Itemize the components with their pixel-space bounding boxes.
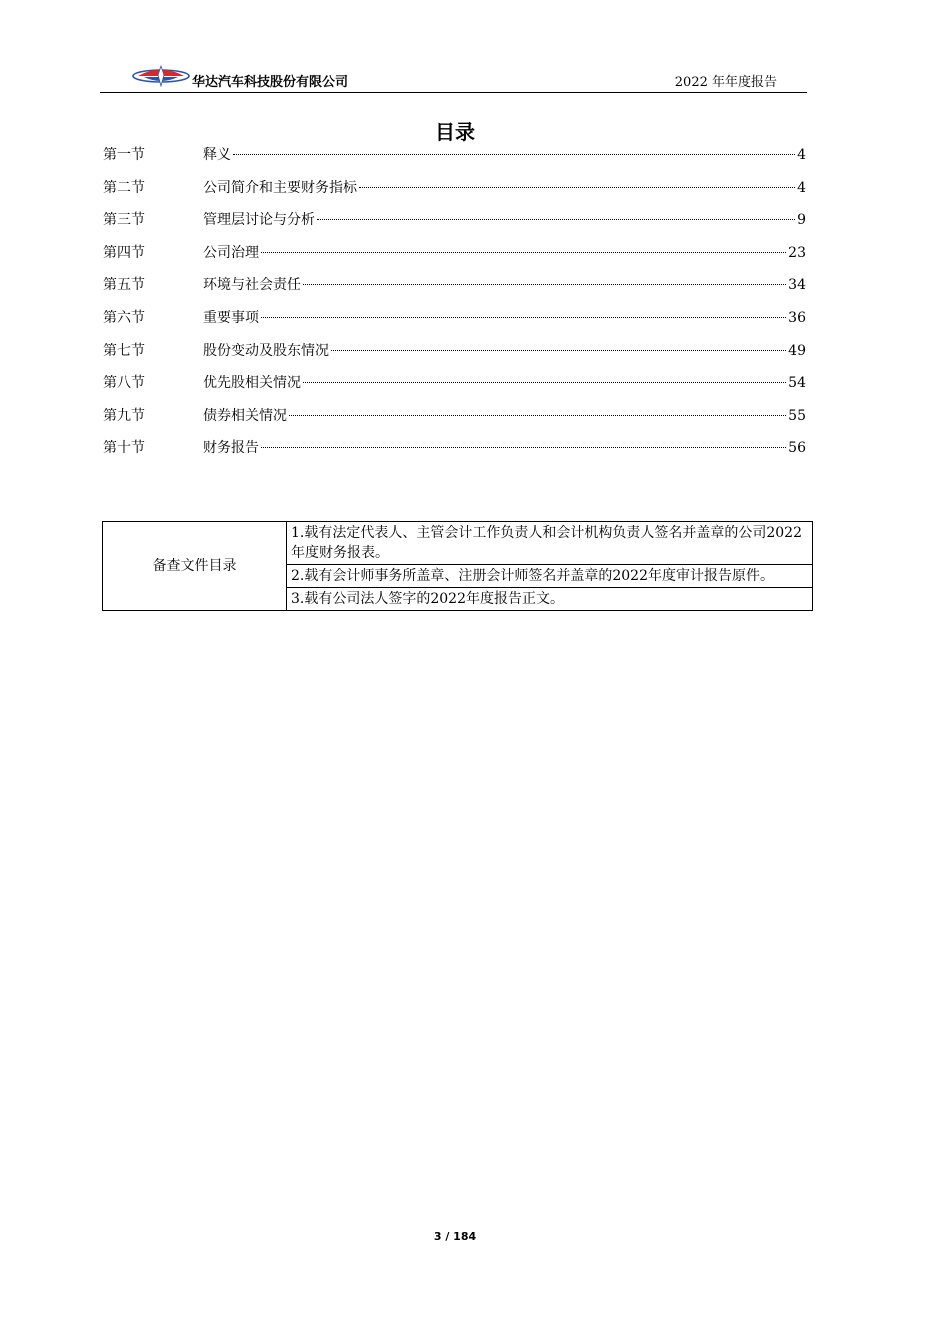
reference-document-item: 1.载有法定代表人、主管会计工作负责人和会计机构负责人签名并盖章的公司2022年度财务报表。 bbox=[287, 522, 813, 565]
toc-dot-leader bbox=[317, 219, 795, 220]
toc-section-name: 公司简介和主要财务指标 bbox=[203, 179, 357, 196]
toc-section-number: 第八节 bbox=[103, 375, 145, 392]
toc-dot-leader bbox=[331, 350, 786, 351]
toc-entry[interactable] bbox=[103, 209, 806, 242]
toc-entry[interactable] bbox=[103, 405, 806, 438]
toc-section-number: 第三节 bbox=[103, 212, 145, 229]
toc-page-number: 55 bbox=[788, 407, 806, 424]
page-header bbox=[100, 62, 807, 93]
toc-entry[interactable] bbox=[103, 177, 806, 210]
toc-entry[interactable] bbox=[103, 372, 806, 405]
toc-section-number: 第六节 bbox=[103, 309, 145, 326]
toc-page-number: 36 bbox=[788, 309, 806, 326]
toc-page-number: 56 bbox=[788, 440, 806, 457]
toc-entry[interactable] bbox=[103, 242, 806, 275]
toc-section-name: 管理层讨论与分析 bbox=[203, 212, 315, 229]
toc-page-number: 49 bbox=[788, 342, 806, 359]
toc-dot-leader bbox=[261, 317, 786, 318]
toc-dot-leader bbox=[303, 382, 786, 383]
toc-section-name: 股份变动及股东情况 bbox=[203, 342, 329, 359]
toc-entry[interactable] bbox=[103, 307, 806, 340]
page-number: 3 / 184 bbox=[433, 1230, 477, 1243]
company-logo-icon bbox=[132, 65, 190, 87]
toc-dot-leader bbox=[261, 252, 786, 253]
reference-documents-table bbox=[102, 521, 813, 611]
toc-section-number: 第五节 bbox=[103, 277, 145, 294]
reference-document-item: 3.载有公司法人签字的2022年度报告正文。 bbox=[287, 588, 813, 611]
toc-page-number: 34 bbox=[788, 277, 806, 294]
toc-dot-leader bbox=[233, 154, 795, 155]
toc-section-number: 第二节 bbox=[103, 179, 145, 196]
report-label: 2022 年年度报告 bbox=[674, 75, 777, 90]
toc-section-name: 债券相关情况 bbox=[203, 407, 287, 424]
toc-page-number: 23 bbox=[788, 244, 806, 261]
toc-entry[interactable] bbox=[103, 340, 806, 373]
toc-dot-leader bbox=[359, 187, 795, 188]
toc-section-number: 第七节 bbox=[103, 342, 145, 359]
toc-title: 目录 bbox=[435, 120, 475, 144]
toc-section-number: 第四节 bbox=[103, 244, 145, 261]
toc-dot-leader bbox=[261, 447, 786, 448]
toc-entry[interactable] bbox=[103, 274, 806, 307]
toc-entry[interactable] bbox=[103, 144, 806, 177]
toc-page-number: 4 bbox=[797, 179, 806, 196]
toc-page-number: 9 bbox=[797, 212, 806, 229]
toc-dot-leader bbox=[303, 284, 786, 285]
reference-documents-label: 备查文件目录 bbox=[103, 522, 287, 611]
toc-page-number: 4 bbox=[797, 147, 806, 163]
table-of-contents bbox=[103, 144, 806, 470]
toc-section-name: 财务报告 bbox=[203, 440, 259, 457]
toc-page-number: 54 bbox=[788, 375, 806, 392]
company-name: 华达汽车科技股份有限公司 bbox=[192, 75, 349, 90]
toc-entry[interactable] bbox=[103, 437, 806, 470]
toc-section-number: 第九节 bbox=[103, 407, 145, 424]
toc-section-number: 第十节 bbox=[103, 440, 145, 457]
reference-document-item: 2.载有会计师事务所盖章、注册会计师签名并盖章的2022年度审计报告原件。 bbox=[287, 565, 813, 588]
toc-dot-leader bbox=[289, 415, 786, 416]
toc-section-name: 释义 bbox=[203, 147, 231, 163]
toc-section-name: 公司治理 bbox=[203, 244, 259, 261]
toc-section-number: 第一节 bbox=[103, 147, 145, 163]
toc-section-name: 优先股相关情况 bbox=[203, 375, 301, 392]
table-row bbox=[103, 522, 813, 565]
toc-section-name: 环境与社会责任 bbox=[203, 277, 301, 294]
toc-section-name: 重要事项 bbox=[203, 309, 259, 326]
